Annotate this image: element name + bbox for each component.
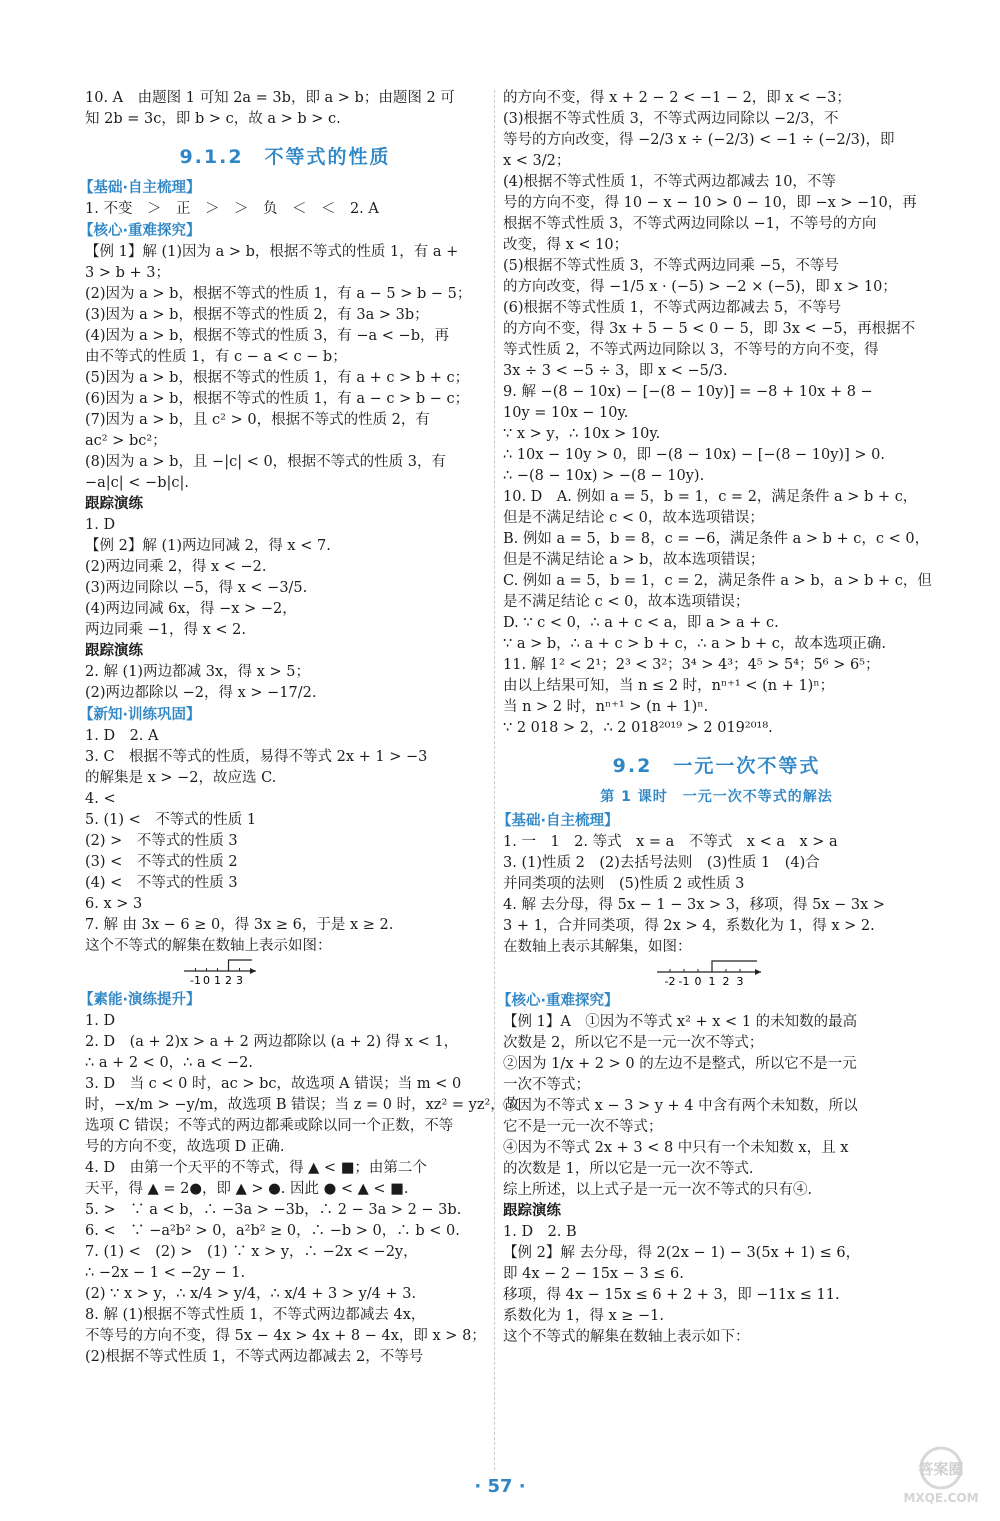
text-line: 1. 一 1 2. 等式 x = a 不等式 x < a x > a xyxy=(503,834,838,850)
text-line: ∵ 2 018 > 2，∴ 2 018²⁰¹⁹ > 2 019²⁰¹⁸. xyxy=(503,720,773,736)
text-line: 3 > b + 3； xyxy=(85,265,170,281)
practice-label: 跟踪演练 xyxy=(503,1203,561,1219)
subsection-label: 【素能·演练提升】 xyxy=(79,992,201,1008)
text-line: 6. x > 3 xyxy=(85,896,143,912)
text-line: 但是不满足结论 c < 0，故本选项错误； xyxy=(503,510,764,526)
number-line-label: 0 xyxy=(694,975,702,986)
number-line xyxy=(180,959,400,985)
column-divider xyxy=(494,90,495,1470)
text-line: 4. D 由第一个天平的不等式，得 ▲ < ■；由第二个 xyxy=(85,1160,427,1176)
section-heading: 9.2 一元一次不等式 xyxy=(612,755,821,777)
text-line: 7. 解 由 3x − 6 ≥ 0，得 3x ≥ 6，于是 x ≥ 2. xyxy=(85,917,394,933)
text-line: 1. D 2. A xyxy=(85,728,159,744)
text-line: 它不是一元一次不等式； xyxy=(503,1119,663,1135)
number-line-label: -1 xyxy=(678,975,690,986)
text-line: 由以上结果可知，当 n ≤ 2 时，nⁿ⁺¹ < (n + 1)ⁿ； xyxy=(503,678,835,694)
text-line: 时，−x/m > −y/m，故选项 B 错误；当 z = 0 时，xz² = yz²，故 xyxy=(85,1097,520,1113)
number-line-label: 3 xyxy=(236,974,243,985)
text-line: 并同类项的法则 (5)性质 2 或性质 3 xyxy=(503,876,745,892)
text-line: (4)因为 a > b，根据不等式的性质 3，有 −a < −b，再 xyxy=(85,328,449,344)
text-line: 这个不等式的解集在数轴上表示如图： xyxy=(85,938,332,954)
number-line-label: -1 xyxy=(190,974,201,985)
text-line: 选项 C 错误；不等式的两边都乘或除以同一个正数，不等 xyxy=(85,1118,454,1134)
text-line: (3)根据不等式性质 3，不等式两边同除以 −2/3，不 xyxy=(503,111,839,127)
text-line: ac² > bc²； xyxy=(85,433,167,449)
lesson-heading: 第 1 课时 一元一次不等式的解法 xyxy=(600,789,833,805)
text-line: (6)根据不等式性质 1，不等式两边都减去 5，不等号 xyxy=(503,300,842,316)
text-line: −a|c| < −b|c|. xyxy=(85,475,189,491)
text-line: 当 n > 2 时，nⁿ⁺¹ > (n + 1)ⁿ. xyxy=(503,699,709,715)
text-line: 改变，得 x < 10； xyxy=(503,237,629,253)
text-line: C. 例如 a = 5，b = 1，c = 2，满足条件 a > b，a > b + c，但 xyxy=(503,573,932,589)
right-column xyxy=(497,88,932,1348)
text-line: 号的方向不变，得 10 − x − 10 > 0 − 10，即 −x > −10，再 xyxy=(503,195,917,211)
text-line: (3)因为 a > b，根据不等式的性质 2，有 3a > 3b； xyxy=(85,307,429,323)
text-line: 即 4x − 2 − 15x − 3 ≤ 6. xyxy=(503,1266,684,1282)
text-line: (3)两边同除以 −5，得 x < −3/5. xyxy=(85,580,308,596)
text-line: ∴ 10x − 10y > 0，即 −(8 − 10x) − [−(8 − 10y)] > 0. xyxy=(503,447,885,463)
practice-label: 跟踪演练 xyxy=(85,496,143,512)
text-line: 9. 解 −(8 − 10x) − [−(8 − 10y)] = −8 + 10x + 8 − xyxy=(503,384,873,400)
text-line: (2)因为 a > b，根据不等式的性质 1，有 a − 5 > b − 5； xyxy=(85,286,472,302)
text-line: 1. D xyxy=(85,1013,116,1029)
text-line: 【例 2】解 (1)两边同减 2，得 x < 7. xyxy=(85,538,331,554)
text-line: 的方向改变，得 −1/5 x · (−5) > −2 × (−5)，即 x > 10； xyxy=(503,279,897,295)
text-line: 由不等式的性质 1，有 c − a < c − b； xyxy=(85,349,347,365)
text-line: 2. 解 (1)两边都减 3x，得 x > 5； xyxy=(85,664,310,680)
number-line-label: 2 xyxy=(225,974,232,985)
text-line: 根据不等式性质 3，不等式两边同除以 −1，不等号的方向 xyxy=(503,216,877,232)
text-line: ∴ −(8 − 10x) > −(8 − 10y). xyxy=(503,468,705,484)
solution-set-marker xyxy=(229,960,253,971)
text-line: ③因为不等式 x − 3 > y + 4 中含有两个未知数，所以 xyxy=(503,1098,858,1114)
text-line: 2. D (a + 2)x > a + 2 两边都除以 (a + 2) 得 x < 1， xyxy=(85,1034,459,1050)
number-line-figure xyxy=(503,960,930,986)
text-line: 的方向不变，得 3x + 5 − 5 < 0 − 5，即 3x < −5，再根据不 xyxy=(503,321,916,337)
text-line: ②因为 1/x + 2 > 0 的左边不是整式，所以它不是一元 xyxy=(503,1056,857,1072)
text-line: 综上所述，以上式子是一元一次不等式的只有④. xyxy=(503,1182,813,1198)
number-line-label: 1 xyxy=(214,974,221,985)
text-line: 知 2b = 3c，即 b > c，故 a > b > c. xyxy=(85,111,341,127)
text-line: (2) ∵ x > y，∴ x/4 > y/4，∴ x/4 + 3 > y/4 + 3. xyxy=(85,1286,417,1302)
text-line: 移项，得 4x − 15x ≤ 6 + 2 + 3，即 −11x ≤ 11. xyxy=(503,1287,840,1303)
text-line: 7. (1) < (2) > (1) ∵ x > y，∴ −2x < −2y， xyxy=(85,1244,418,1260)
page-number: · 57 · xyxy=(474,1476,526,1497)
number-line xyxy=(653,960,873,986)
text-line: (8)因为 a > b，且 −|c| < 0，根据不等式的性质 3，有 xyxy=(85,454,447,470)
text-line: 在数轴上表示其解集，如图： xyxy=(503,939,692,955)
text-line: 1. 不变 ＞ 正 ＞ ＞ 负 ＜ ＜ 2. A xyxy=(85,201,379,217)
text-line: ∵ a > b，∴ a + c > b + c，∴ a > b + c，故本选项正确. xyxy=(503,636,886,652)
text-line: 6. < ∵ −a²b² > 0，a²b² ≥ 0，∴ −b > 0，∴ b < 0. xyxy=(85,1223,460,1239)
number-line-arrow xyxy=(755,969,761,975)
text-line: (2)两边都除以 −2，得 x > −17/2. xyxy=(85,685,317,701)
text-line: 号的方向不变，故选项 D 正确. xyxy=(85,1139,285,1155)
text-line: (5)因为 a > b，根据不等式的性质 1，有 a + c > b + c； xyxy=(85,370,470,386)
text-line: 的次数是 1，所以它是一元一次不等式. xyxy=(503,1161,754,1177)
number-line-label: 0 xyxy=(203,974,210,985)
text-line: 一次不等式； xyxy=(503,1077,590,1093)
subsection-label: 【核心·重难探究】 xyxy=(79,223,201,239)
text-line: (2) > 不等式的性质 3 xyxy=(85,833,238,849)
solution-set-marker xyxy=(712,961,757,972)
text-line: 的解集是 x > −2，故应选 C. xyxy=(85,770,277,786)
text-line: 4. < xyxy=(85,791,116,807)
text-line: 两边同乘 −1，得 x < 2. xyxy=(85,622,246,638)
text-line: (5)根据不等式性质 3，不等式两边同乘 −5，不等号 xyxy=(503,258,839,274)
watermark-top-text: 答案圈 xyxy=(918,1460,964,1478)
text-line: (3) < 不等式的性质 2 xyxy=(85,854,238,870)
text-line: ∴ a + 2 < 0，∴ a < −2. xyxy=(85,1055,253,1071)
text-line: 次数是 2，所以它不是一元一次不等式； xyxy=(503,1035,764,1051)
watermark-bottom-text: MXQE.COM xyxy=(903,1491,979,1505)
text-line: B. 例如 a = 5，b = 8，c = −6，满足条件 a > b + c，c < 0， xyxy=(503,531,930,547)
number-line-figure xyxy=(85,959,485,985)
number-line-label: -2 xyxy=(664,975,676,986)
section-heading: 9.1.2 不等式的性质 xyxy=(179,146,391,168)
text-line: 【例 2】解 去分母，得 2(2x − 1) − 3(5x + 1) ≤ 6， xyxy=(503,1245,861,1261)
text-line: (6)因为 a > b，根据不等式的性质 1，有 a − c > b − c； xyxy=(85,391,470,407)
text-line: 8. 解 (1)根据不等式性质 1，不等式两边都减去 4x， xyxy=(85,1307,426,1323)
watermark-logo xyxy=(895,1440,987,1508)
text-line: (7)因为 a > b，且 c² > 0，根据不等式的性质 2，有 xyxy=(85,412,430,428)
subsection-label: 【基础·自主梳理】 xyxy=(79,180,201,196)
text-line: 1. D xyxy=(85,517,116,533)
number-line-label: 3 xyxy=(736,975,744,986)
text-line: 等号的方向改变，得 −2/3 x ÷ (−2/3) < −1 ÷ (−2/3)，即 xyxy=(503,132,895,148)
text-line: 10y = 10x − 10y. xyxy=(503,405,629,421)
practice-label: 跟踪演练 xyxy=(85,643,143,659)
text-line: x < 3/2； xyxy=(503,153,571,169)
text-line: 【例 1】解 (1)因为 a > b，根据不等式的性质 1，有 a + xyxy=(85,244,459,260)
text-line: (2)根据不等式性质 1，不等式两边都减去 2，不等号 xyxy=(85,1349,424,1365)
text-line: 3 + 1，合并同类项，得 2x > 4，系数化为 1，得 x > 2. xyxy=(503,918,875,934)
text-line: (4)根据不等式性质 1，不等式两边都减去 10，不等 xyxy=(503,174,836,190)
number-line-arrow xyxy=(250,968,256,974)
text-line: ④因为不等式 2x + 3 < 8 中只有一个未知数 x，且 x xyxy=(503,1140,849,1156)
text-line: 11. 解 1² < 2¹；2³ < 3²；3⁴ > 4³；4⁵ > 5⁴；5⁶ > 6⁵； xyxy=(503,657,880,673)
text-line: 1. D 2. B xyxy=(503,1224,577,1240)
text-line: 5. > ∵ a < b，∴ −3a > −3b，∴ 2 − 3a > 2 − 3b. xyxy=(85,1202,462,1218)
text-line: 3. C 根据不等式的性质，易得不等式 2x + 1 > −3 xyxy=(85,749,428,765)
text-line: 3. D 当 c < 0 时，ac > bc，故选项 A 错误；当 m < 0 xyxy=(85,1076,462,1092)
text-line: 10. D A. 例如 a = 5，b = 1，c = 2，满足条件 a > b + c， xyxy=(503,489,918,505)
text-line: 3. (1)性质 2 (2)去括号法则 (3)性质 1 (4)合 xyxy=(503,855,820,871)
subsection-label: 【核心·重难探究】 xyxy=(497,993,619,1009)
text-line: (4) < 不等式的性质 3 xyxy=(85,875,238,891)
text-line: 5. (1) < 不等式的性质 1 xyxy=(85,812,257,828)
subsection-label: 【新知·训练巩固】 xyxy=(79,707,201,723)
number-line-label: 2 xyxy=(722,975,730,986)
text-line: ∵ x > y，∴ 10x > 10y. xyxy=(503,426,661,442)
text-line: 3x ÷ 3 < −5 ÷ 3，即 x < −5/3. xyxy=(503,363,728,379)
text-line: 4. 解 去分母，得 5x − 1 − 3x > 3，移项，得 5x − 3x > xyxy=(503,897,886,913)
text-line: 10. A 由题图 1 可知 2a = 3b，即 a > b；由题图 2 可 xyxy=(85,90,455,106)
text-line: ∴ −2x − 1 < −2y − 1. xyxy=(85,1265,246,1281)
text-line: 天平，得 ▲ = 2●，即 ▲ > ●. 因此 ● < ▲ < ■. xyxy=(85,1181,409,1197)
text-line: 的方向不变，得 x + 2 − 2 < −1 − 2，即 x < −3； xyxy=(503,90,851,106)
text-line: (2)两边同乘 2，得 x < −2. xyxy=(85,559,267,575)
text-line: 这个不等式的解集在数轴上表示如下： xyxy=(503,1329,750,1345)
text-line: 是不满足结论 c < 0，故本选项错误； xyxy=(503,594,750,610)
left-column xyxy=(79,88,520,1368)
text-line: 但是不满足结论 a > b，故本选项错误； xyxy=(503,552,765,568)
text-line: 【例 1】A ①因为不等式 x² + x < 1 的未知数的最高 xyxy=(503,1014,858,1030)
text-line: 系数化为 1，得 x ≥ −1. xyxy=(503,1308,664,1324)
text-line: 等式性质 2，不等式两边同除以 3，不等号的方向不变，得 xyxy=(503,342,879,358)
text-line: 不等号的方向不变，得 5x − 4x > 4x + 8 − 4x，即 x > 8； xyxy=(85,1328,486,1344)
text-line: (4)两边同减 6x，得 −x > −2， xyxy=(85,601,297,617)
text-line: D. ∵ c < 0，∴ a + c < a，即 a > a + c. xyxy=(503,615,779,631)
subsection-label: 【基础·自主梳理】 xyxy=(497,813,619,829)
number-line-label: 1 xyxy=(708,975,716,986)
